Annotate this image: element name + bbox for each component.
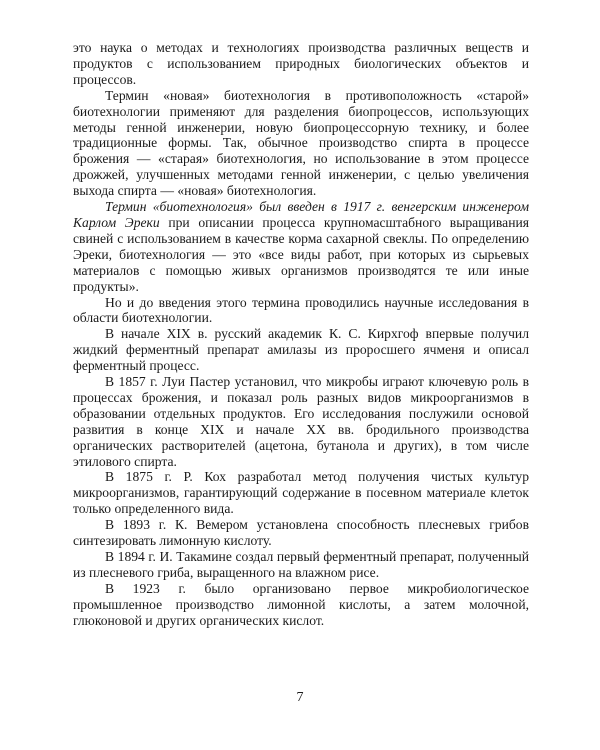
paragraph-kirchhoff: [73, 326, 529, 374]
paragraph-text: это наука о методах и технологиях производства различных веществ и продуктов с использованием природных биологических объектов и процессов.: [73, 40, 529, 87]
body-text: [73, 40, 529, 629]
paragraph-new-biotech: [73, 88, 529, 199]
paragraph-text: В 1923 г. было организовано первое микробиологическое промышленное производство лимонной кислоты, а затем молочной, глюконовой и других органических кислот.: [73, 580, 529, 628]
paragraph-pasteur: [73, 374, 529, 469]
paragraph-text: В начале XIX в. русский академик К. С. Кирхгоф впервые получил жидкий ферментный препарат амилазы из проросшего ячменя и описал ферментный процесс.: [73, 326, 529, 374]
paragraph-text: В 1857 г. Луи Пастер установил, что микробы играют ключевую роль в процессах брожения, и показал роль разных видов микроорганизмов в образовании отдельных продуктов. Его исследования послужили основой развития в конце XIX и начале XX вв. бродильного производства органических растворителей (ацетона, бутанола и других), в том числе этилового спирта.: [73, 374, 529, 469]
paragraph-text: Но и до введения этого термина проводились научные исследования в области биотехнологии.: [73, 294, 529, 326]
paragraph-continuation: [73, 40, 529, 88]
paragraph-early-research: [73, 295, 529, 327]
page-number: 7: [296, 690, 304, 705]
paragraph-citric-acid: [73, 581, 529, 629]
paragraph-takamine: [73, 549, 529, 581]
paragraph-text: при описании процесса крупномасштабного выращивания свиней с использованием в качестве корма сахарной свеклы. По определению Эреки, биотехнология — это «все виды работ, при которых из сырьевых материалов с помощью живых организмов производятся те или иные продукты».: [73, 214, 530, 294]
paragraph-term-origin: [73, 199, 529, 294]
italic-lead-text: Термин «биотехнология» был введен в 1917 г. венгерским инженером Карлом Эреки: [73, 199, 529, 230]
paragraph-text: В 1875 г. Р. Кох разработал метод получения чистых культур микроорганизмов, гарантирующий содержание в посевном материале клеток только определенного вида.: [73, 469, 529, 517]
paragraph-text: В 1894 г. И. Такамине создал первый ферментный препарат, полученный из плесневого гриба, выращенного на влажном рисе.: [73, 549, 529, 580]
paragraph-koch: [73, 469, 529, 517]
paragraph-text: Термин «новая» биотехнология в противоположность «старой» биотехнологии применяют для разделения биопроцессов, использующих методы генной инженерии, новую биопроцессорную технику, и более традиционные формы. Так, обычное производство спирта в процессе брожения — «старая» биотехнология, но использование в этом процессе дрожжей, улучшенных методами генной инженерии, с целью увеличения выхода спирта — «новая» биотехнология.: [73, 87, 529, 199]
paragraph-wehmer: [73, 517, 529, 549]
paragraph-text: В 1893 г. К. Вемером установлена способность плесневых грибов синтезировать лимонную кислоту.: [73, 517, 529, 549]
